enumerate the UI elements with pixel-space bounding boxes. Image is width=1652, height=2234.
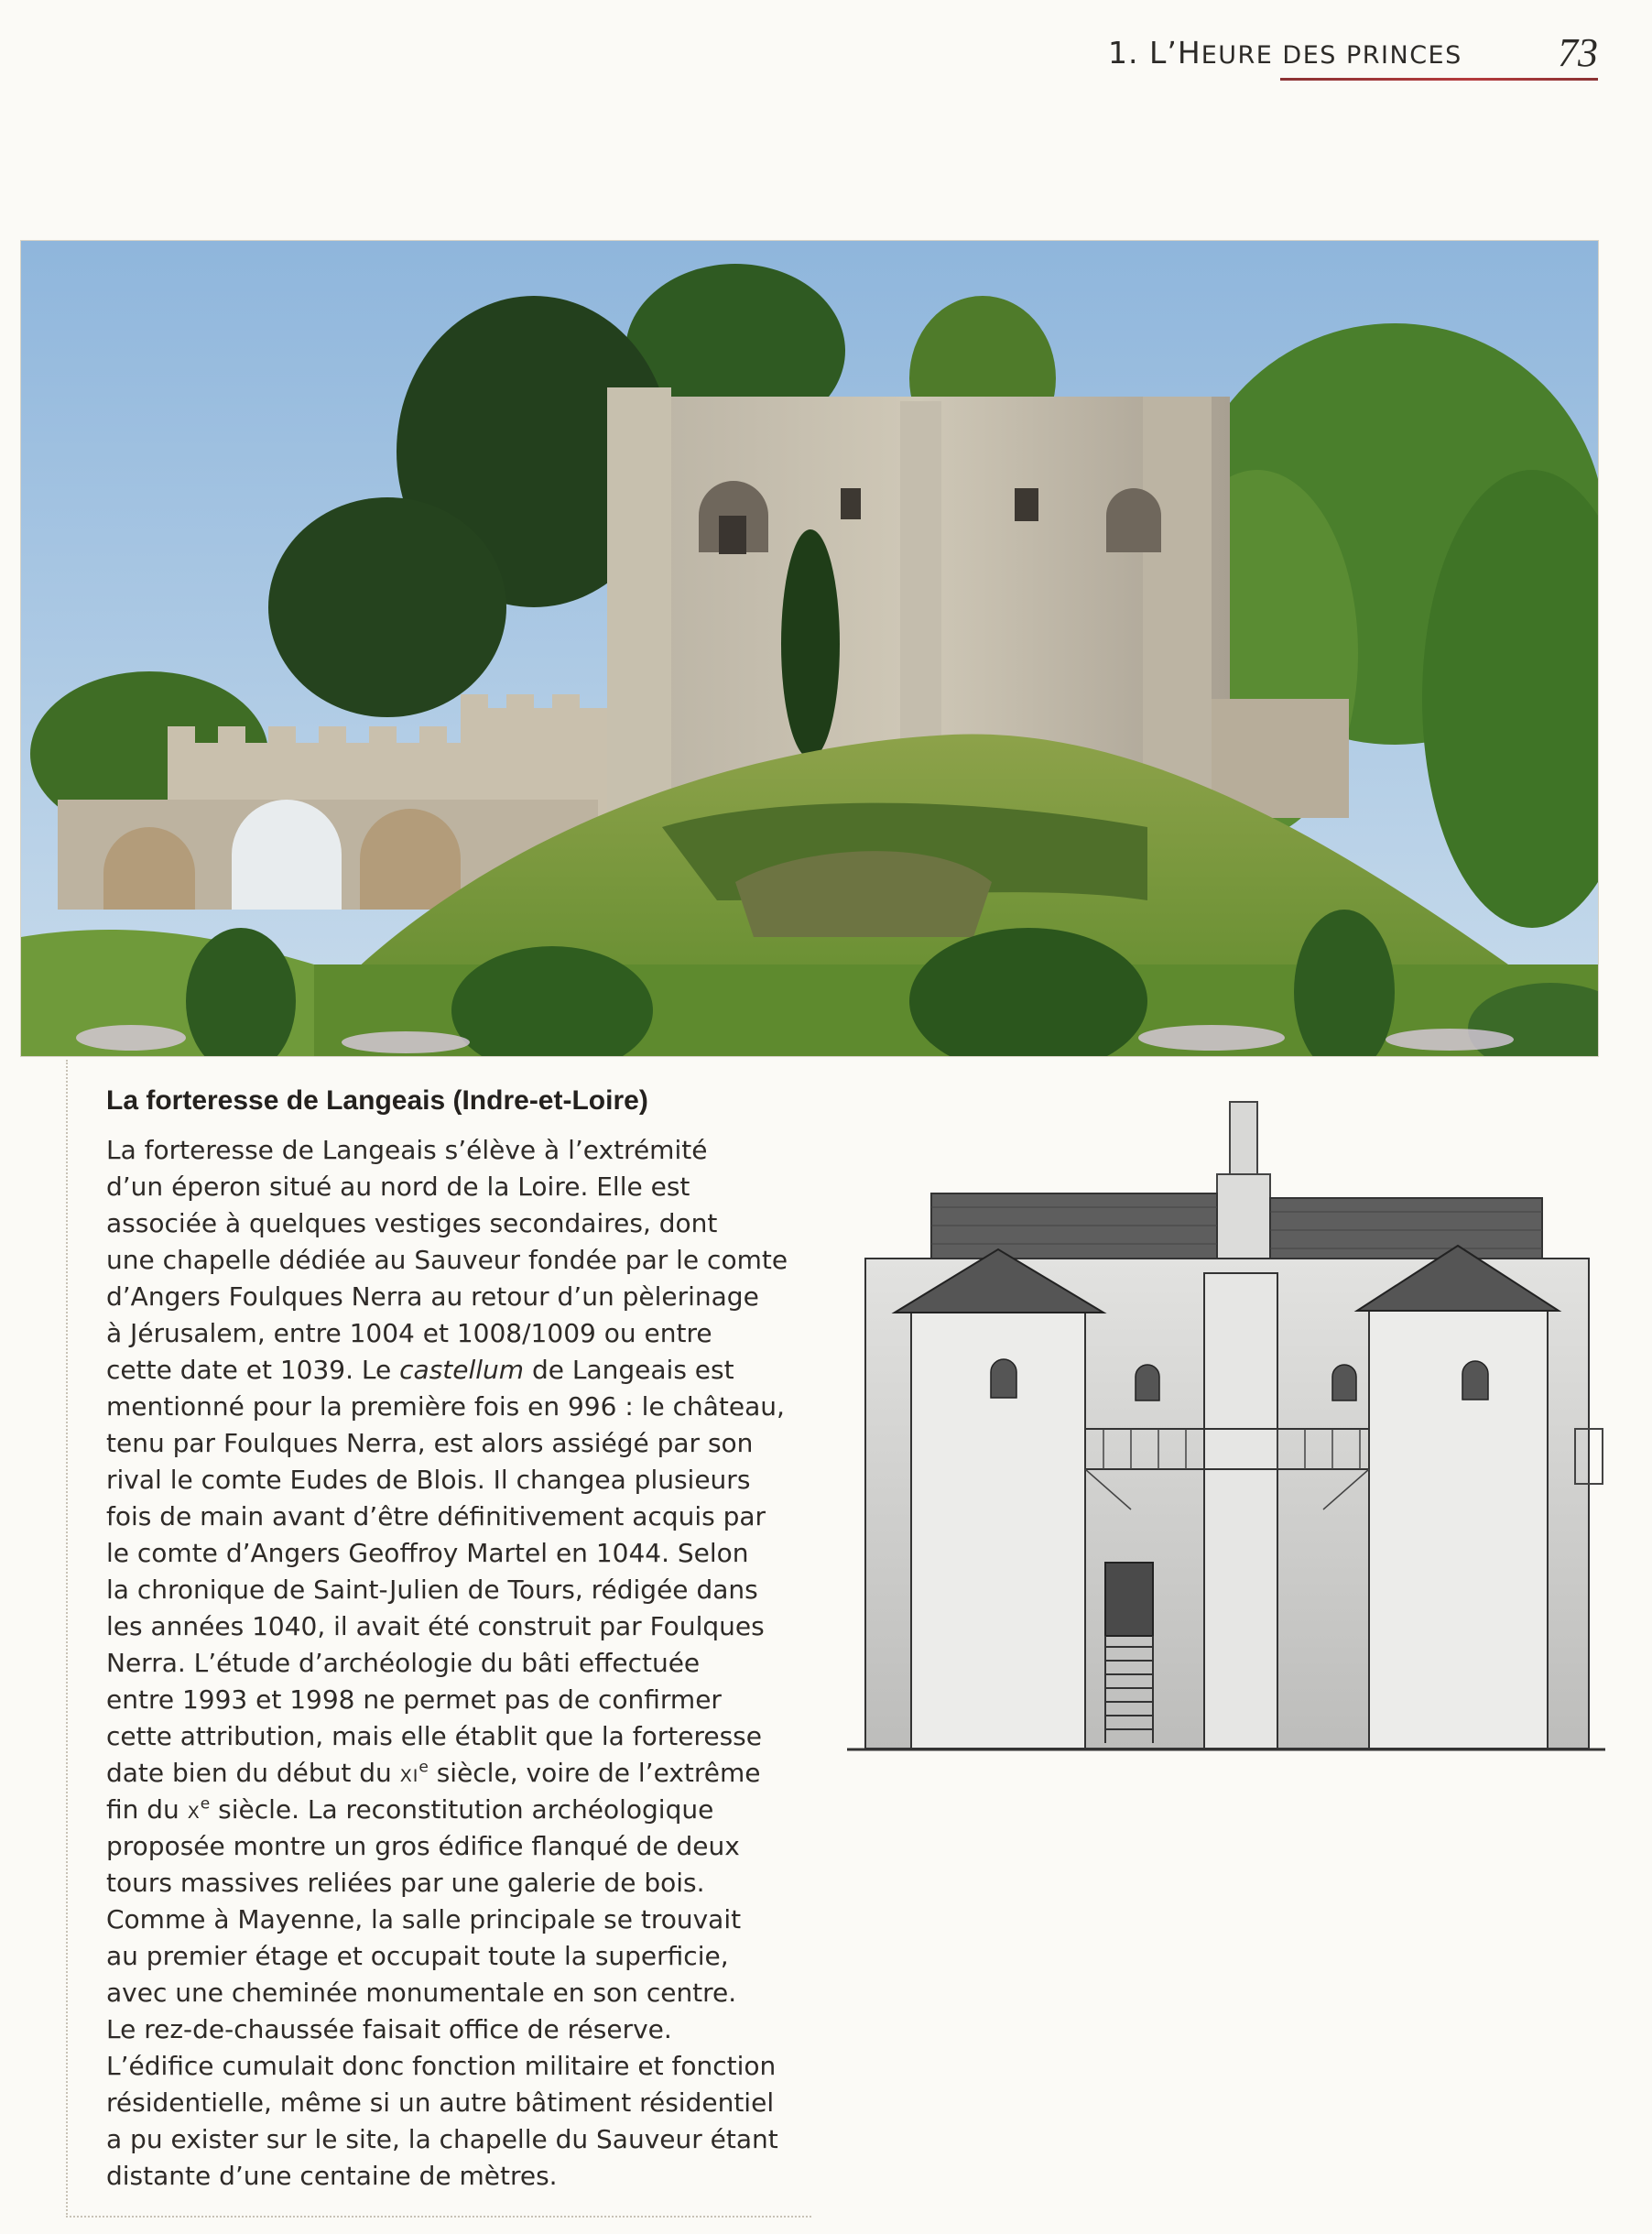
chapter-title-rest: EURE DES PRINCES (1201, 41, 1462, 70)
body-line: Nerra. L’étude d’archéologie du bâti effectuée (106, 1648, 701, 1678)
body-line-part: de Langeais est (524, 1355, 734, 1385)
body-line-part: fin du (106, 1794, 188, 1825)
keep-drawing-icon (847, 1097, 1605, 1752)
body-line: au premier étage et occupait toute la superficie, (106, 1941, 729, 1971)
body-line: d’Angers Foulques Nerra au retour d’un pèlerinage (106, 1281, 759, 1312)
body-line-part: siècle, voire de l’extrême (428, 1758, 761, 1788)
body-line: la chronique de Saint-Julien de Tours, rédigée dans (106, 1575, 758, 1605)
italic-term: castellum (399, 1355, 525, 1385)
body-line: mentionné pour la première fois en 996 : le château, (106, 1391, 785, 1422)
body-line: fois de main avant d’être définitivement acquis par (106, 1501, 766, 1531)
body-line: le comte d’Angers Geoffroy Martel en 1044. Selon (106, 1538, 749, 1568)
keep-reconstruction-drawing (847, 1097, 1605, 1752)
superscript: e (200, 1794, 211, 1814)
century-numeral: X (187, 1803, 201, 1823)
body-line: L’édifice cumulait donc fonction militaire et fonction (106, 2051, 777, 2081)
body-line: Le rez-de-chaussée faisait office de réserve. (106, 2014, 672, 2044)
body-line-part: date bien du début du (106, 1758, 400, 1788)
body-line: tenu par Foulques Nerra, est alors assiégé par son (106, 1428, 754, 1458)
body-line: une chapelle dédiée au Sauveur fondée par le comte (106, 1245, 788, 1275)
body-line: La forteresse de Langeais s’élève à l’extrémité (106, 1135, 708, 1165)
body-line: distante d’une centaine de mètres. (106, 2161, 558, 2191)
header-rule (1280, 78, 1598, 81)
body-line: cette attribution, mais elle établit que la forteresse (106, 1721, 762, 1751)
body-line: à Jérusalem, entre 1004 et 1008/1009 ou entre (106, 1318, 712, 1348)
body-line (106, 1352, 811, 1389)
body-line: résidentielle, même si un autre bâtiment résidentiel (106, 2087, 775, 2118)
chapter-number: 1. (1108, 35, 1139, 71)
body-line: entre 1993 et 1998 ne permet pas de confirmer (106, 1684, 722, 1715)
body-line (106, 1755, 811, 1792)
body-line-part: siècle. La reconstitution archéologique (210, 1794, 714, 1825)
body-line (106, 1792, 811, 1828)
body-line: avec une cheminée monumentale en son centre. (106, 1978, 737, 2008)
body-line: Comme à Mayenne, la salle principale se trouvait (106, 1904, 742, 1934)
body-line: tours massives reliées par une galerie de bois. (106, 1868, 705, 1898)
body-line: a pu exister sur le site, la chapelle du Sauveur étant (106, 2124, 778, 2154)
body-line: rival le comte Eudes de Blois. Il changea plusieurs (106, 1465, 751, 1495)
caption-body (106, 1132, 811, 2195)
superscript: e (418, 1758, 429, 1777)
running-header (1099, 27, 1598, 82)
castle-photo-icon (21, 241, 1598, 1056)
chapter-title-initial: L’H (1149, 35, 1201, 71)
page-number: 73 (1558, 30, 1598, 75)
caption-title: La forteresse de Langeais (Indre-et-Loire) (106, 1085, 648, 1116)
body-line: d’un éperon situé au nord de la Loire. Elle est (106, 1171, 690, 1202)
body-line-part: cette date et 1039. Le (106, 1355, 400, 1385)
castle-photo (20, 240, 1599, 1057)
body-line: associée à quelques vestiges secondaires, dont (106, 1208, 718, 1238)
chapter-title (1108, 35, 1462, 71)
body-line: proposée montre un gros édifice flanqué de deux (106, 1831, 740, 1861)
century-numeral: XI (399, 1766, 419, 1786)
body-line: les années 1040, il avait été construit par Foulques (106, 1611, 765, 1641)
